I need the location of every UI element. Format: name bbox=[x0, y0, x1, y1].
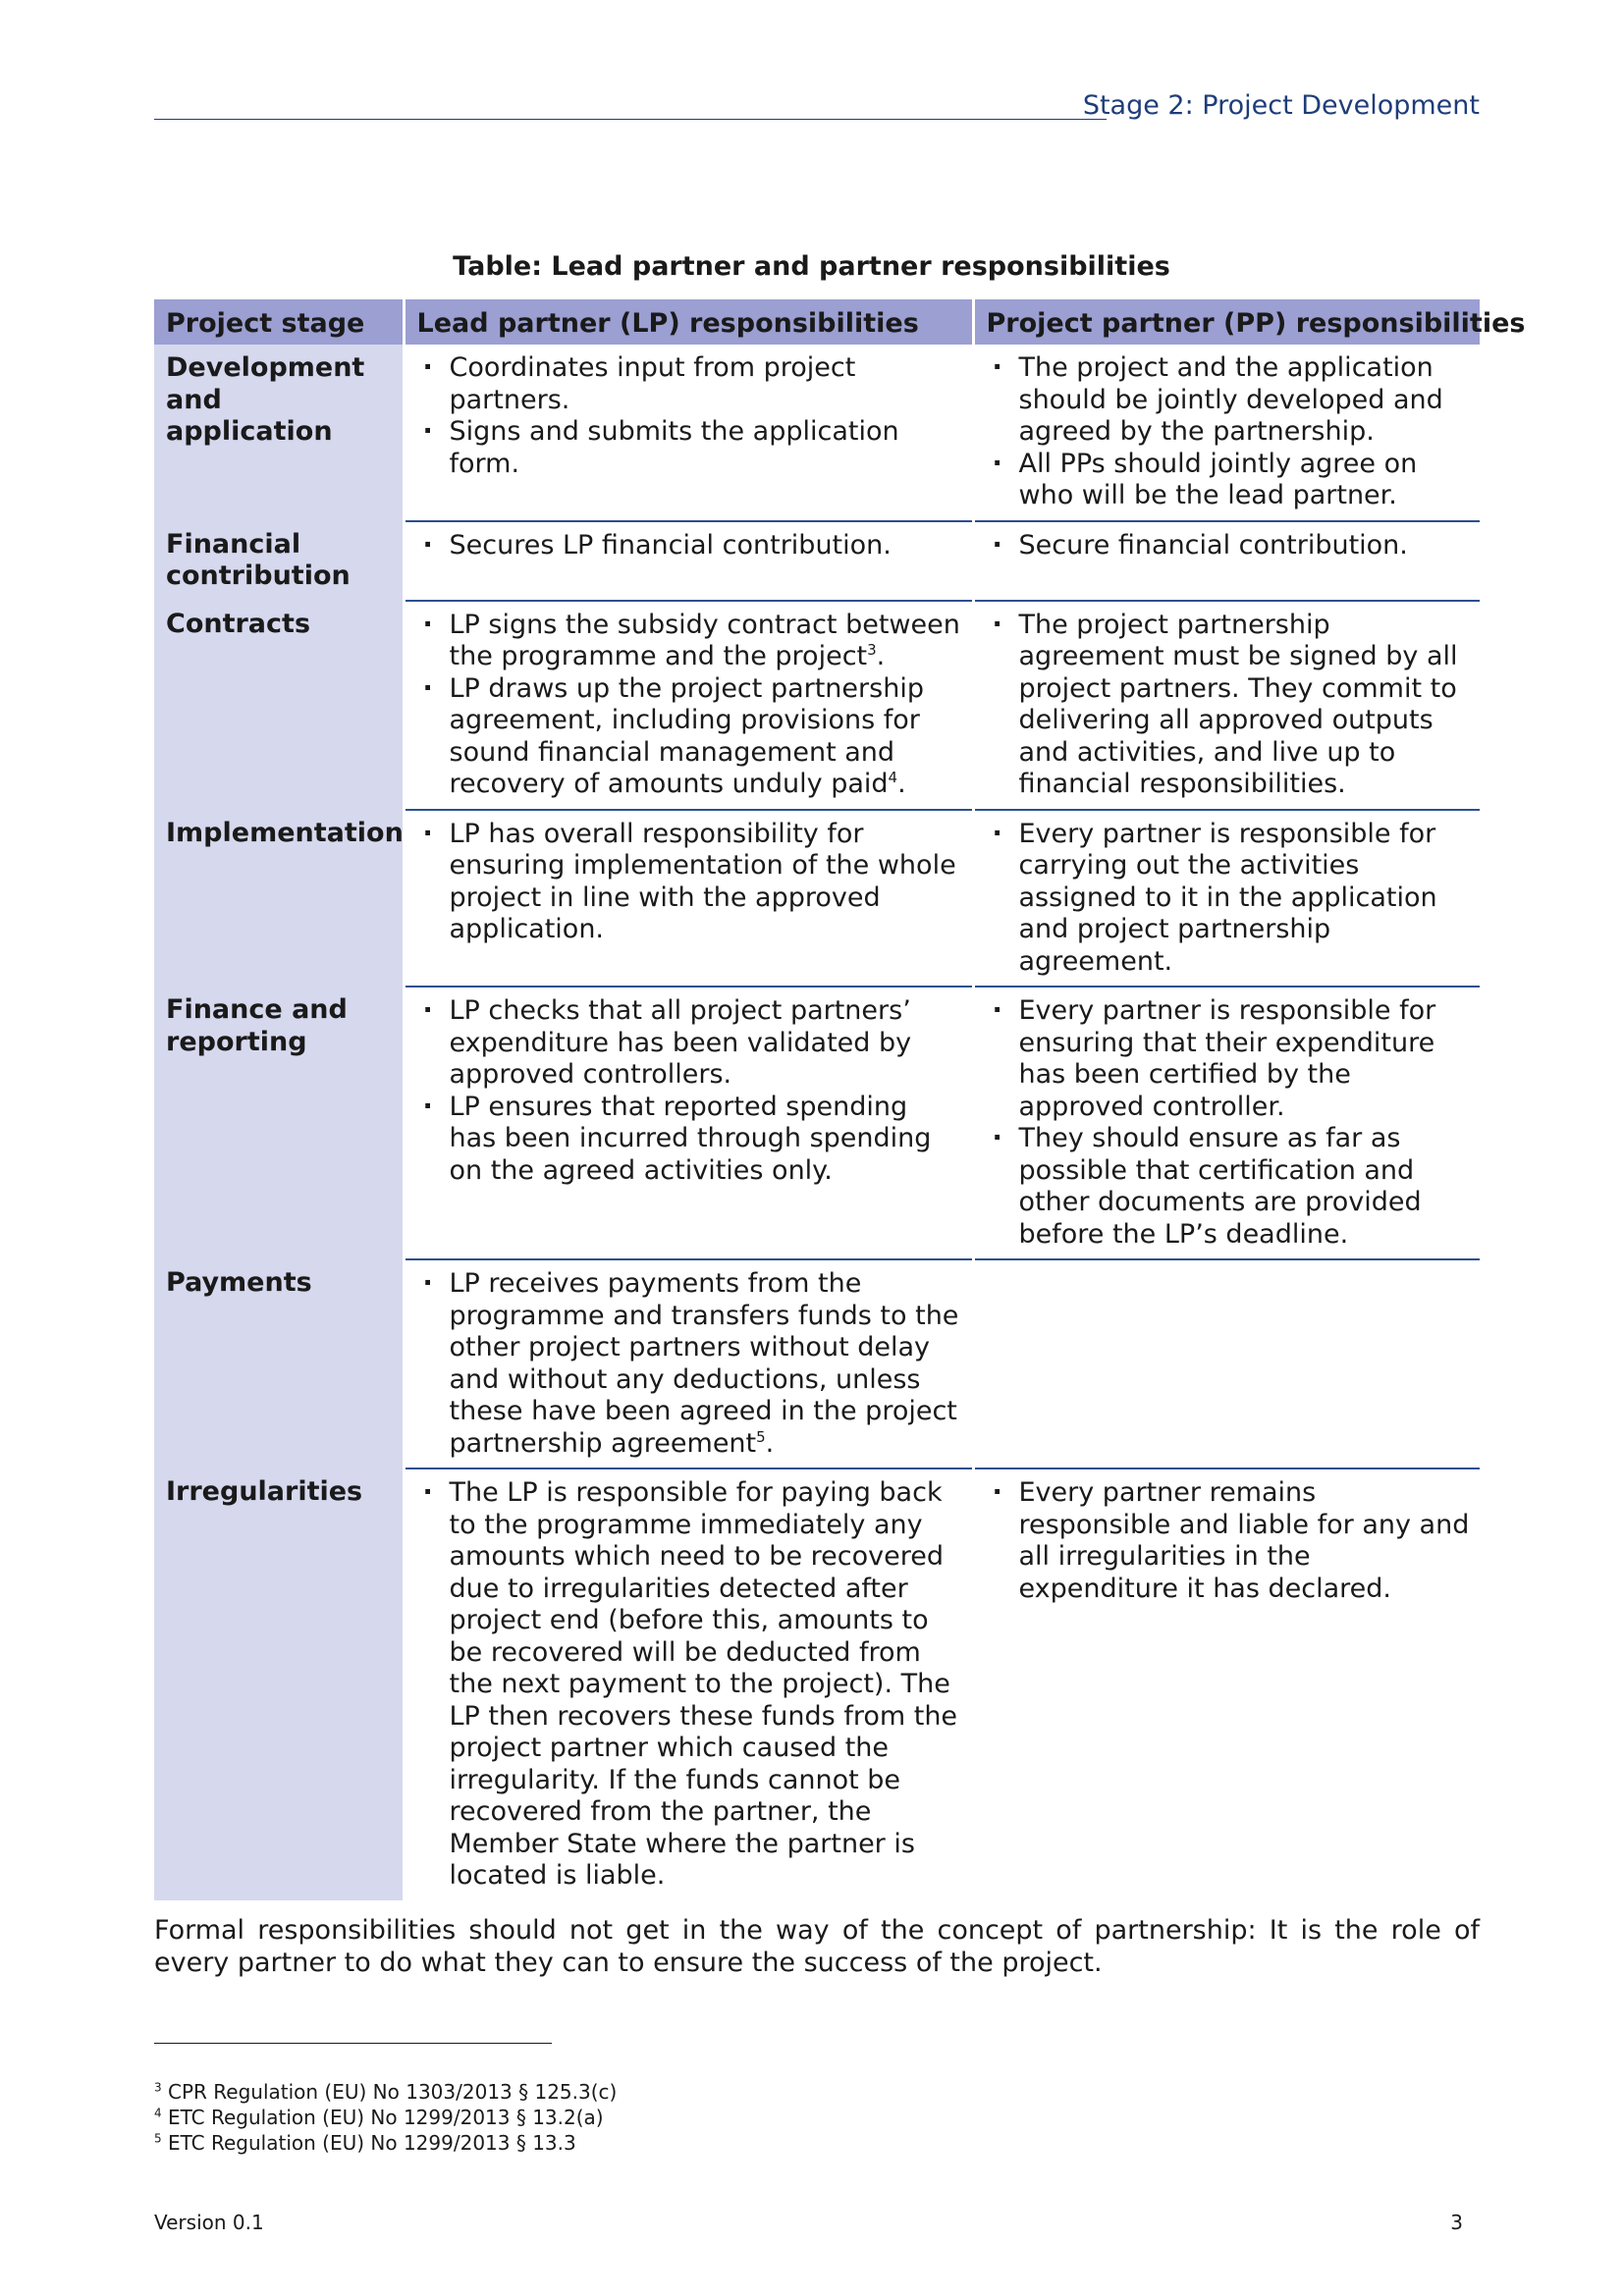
project-partner-cell bbox=[973, 810, 1480, 988]
bullet-text: They should ensure as far as possible that certification and other documents are provided before the LP’s deadline. bbox=[1018, 1123, 1422, 1250]
bullet-text: Signs and submits the application form. bbox=[449, 416, 899, 479]
bullet-item bbox=[417, 530, 962, 562]
project-stage-cell: Development and application bbox=[154, 345, 404, 521]
lead-partner-cell bbox=[404, 1468, 973, 1900]
bullet-text: Coordinates input from project partners. bbox=[449, 352, 856, 415]
bullet-item bbox=[987, 530, 1471, 562]
project-partner-cell bbox=[973, 1468, 1480, 1900]
bullet-text: The project and the application should be jointly developed and agreed by the partnership. bbox=[1018, 352, 1443, 447]
bullet-list bbox=[417, 1477, 962, 1893]
project-partner-cell bbox=[973, 521, 1480, 601]
footnote bbox=[154, 2105, 617, 2130]
bullet-text: Every partner remains responsible and liable for any and all irregularities in the expenditure it has declared. bbox=[1018, 1477, 1470, 1604]
page-number: 3 bbox=[1450, 2211, 1463, 2234]
bullet-item bbox=[987, 995, 1471, 1123]
bullet-item bbox=[417, 819, 962, 946]
bullet-list bbox=[987, 352, 1471, 512]
bullet-text: LP checks that all project partners’ expenditure has been validated by approved controllers. bbox=[449, 995, 912, 1090]
bullet-item bbox=[987, 449, 1471, 512]
lead-partner-cell bbox=[404, 601, 973, 810]
bullet-text: The LP is responsible for paying back to the programme immediately any amounts which need to be recovered due to irregularities detected after project end (before this, amounts to be recovered will be deducted from the next payment to the project). The LP then recovers these funds from the project partner which caused the irregularity. If the funds cannot be recovered from the partner, the Member State where the partner is located is liable. bbox=[449, 1477, 958, 1891]
bullet-item bbox=[417, 610, 962, 673]
table-caption: Table: Lead partner and partner responsibilities bbox=[453, 251, 1170, 282]
section-title: Stage 2: Project Development bbox=[1082, 90, 1480, 121]
bullet-item bbox=[417, 673, 962, 801]
bullet-item bbox=[417, 416, 962, 480]
bullet-list bbox=[987, 1477, 1471, 1605]
lead-partner-cell bbox=[404, 521, 973, 601]
footnote-marker[interactable]: 4 bbox=[888, 769, 898, 786]
bullet-item bbox=[417, 1268, 962, 1460]
bullet-list bbox=[417, 819, 962, 946]
bullet-text: LP has overall responsibility for ensuring implementation of the whole project in line with the approved application. bbox=[449, 818, 956, 944]
bullet-list bbox=[417, 530, 962, 562]
bullet-item bbox=[987, 1123, 1471, 1251]
responsibilities-table-wrap bbox=[154, 299, 1526, 1900]
footnote bbox=[154, 2130, 617, 2156]
table-row bbox=[154, 987, 1480, 1259]
bullet-tail: . bbox=[876, 641, 886, 671]
bullet-item bbox=[417, 995, 962, 1092]
bullet-list bbox=[417, 610, 962, 801]
bullet-item bbox=[987, 1477, 1471, 1605]
bullet-item bbox=[417, 1477, 962, 1893]
bullet-text: LP receives payments from the programme and transfers funds to the other project partners without delay and without any deductions, unless these have been agreed in the project partnership agreement bbox=[449, 1268, 959, 1459]
footnotes bbox=[154, 2079, 617, 2156]
project-stage-cell: Irregularities bbox=[154, 1468, 404, 1900]
table-row bbox=[154, 345, 1480, 521]
table-row bbox=[154, 521, 1480, 601]
bullet-text: The project partnership agreement must be signed by all project partners. They commit to delivering all approved outputs and activities, and live up to financial responsibilities. bbox=[1018, 609, 1458, 799]
column-header-pp: Project partner (PP) responsibilities bbox=[973, 299, 1480, 345]
footnote-text: CPR Regulation (EU) No 1303/2013 § 125.3(c) bbox=[168, 2080, 618, 2104]
lead-partner-cell bbox=[404, 810, 973, 988]
footnote-text: ETC Regulation (EU) No 1299/2013 § 13.3 bbox=[168, 2131, 576, 2155]
table-row bbox=[154, 601, 1480, 810]
version-label: Version 0.1 bbox=[154, 2211, 264, 2234]
bullet-tail: . bbox=[765, 1427, 775, 1459]
bullet-item bbox=[987, 610, 1471, 801]
bullet-list bbox=[987, 610, 1471, 801]
project-stage-cell: Finance and reporting bbox=[154, 987, 404, 1259]
table-row bbox=[154, 810, 1480, 988]
footnote-rule bbox=[154, 2043, 552, 2044]
lead-partner-cell bbox=[404, 345, 973, 521]
footnote-text: ETC Regulation (EU) No 1299/2013 § 13.2(a) bbox=[168, 2106, 604, 2129]
column-header-lp: Lead partner (LP) responsibilities bbox=[404, 299, 973, 345]
table-row bbox=[154, 1259, 1480, 1468]
header-rule bbox=[154, 119, 1107, 120]
footnote-number: 4 bbox=[154, 2106, 162, 2120]
footnote-number: 5 bbox=[154, 2131, 162, 2146]
project-stage-cell: Contracts bbox=[154, 601, 404, 810]
bullet-text: Secure financial contribution. bbox=[1018, 529, 1408, 561]
bullet-list bbox=[417, 1268, 962, 1460]
project-stage-cell: Financial contribution bbox=[154, 521, 404, 601]
bullet-item bbox=[417, 1092, 962, 1188]
bullet-text: All PPs should jointly agree on who will be the lead partner. bbox=[1018, 448, 1418, 510]
bullet-text: LP draws up the project partnership agreement, including provisions for sound financial management and recovery of amounts unduly paid bbox=[449, 672, 924, 799]
footnote-number: 3 bbox=[154, 2080, 162, 2095]
bullet-item bbox=[987, 819, 1471, 979]
table-row bbox=[154, 1468, 1480, 1900]
lead-partner-cell bbox=[404, 1259, 973, 1468]
lead-partner-cell bbox=[404, 987, 973, 1259]
bullet-text: Every partner is responsible for carrying out the activities assigned to it in the application and project partnership agreement. bbox=[1018, 818, 1437, 977]
bullet-text: LP ensures that reported spending has been incurred through spending on the agreed activities only. bbox=[449, 1091, 932, 1186]
project-stage-cell: Implementation bbox=[154, 810, 404, 988]
bullet-text: Secures LP financial contribution. bbox=[449, 529, 892, 561]
bullet-item bbox=[987, 352, 1471, 449]
bullet-list bbox=[987, 995, 1471, 1251]
project-partner-cell bbox=[973, 345, 1480, 521]
bullet-list bbox=[987, 530, 1471, 562]
bullet-list bbox=[417, 352, 962, 480]
table-header-row bbox=[154, 299, 1480, 345]
project-partner-cell bbox=[973, 987, 1480, 1259]
responsibilities-table bbox=[154, 299, 1526, 1900]
bullet-text: Every partner is responsible for ensuring that their expenditure has been certified by the approved controller. bbox=[1018, 995, 1436, 1122]
bullet-list bbox=[417, 995, 962, 1187]
table-body bbox=[154, 345, 1480, 1900]
bullet-list bbox=[987, 819, 1471, 979]
footnote-marker[interactable]: 5 bbox=[756, 1427, 766, 1446]
bullet-item bbox=[417, 352, 962, 416]
column-header-stage: Project stage bbox=[154, 299, 404, 345]
bullet-text: LP signs the subsidy contract between the programme and the project bbox=[449, 609, 960, 671]
closing-paragraph: Formal responsibilities should not get in the way of the concept of partnership: It is the role of every partner to do what they can to ensure the success of the project. bbox=[154, 1915, 1480, 1978]
footnote bbox=[154, 2079, 617, 2105]
project-partner-cell bbox=[973, 601, 1480, 810]
bullet-tail: . bbox=[897, 769, 906, 799]
footnote-marker[interactable]: 3 bbox=[867, 641, 877, 659]
project-partner-cell bbox=[973, 1259, 1480, 1468]
project-stage-cell: Payments bbox=[154, 1259, 404, 1468]
